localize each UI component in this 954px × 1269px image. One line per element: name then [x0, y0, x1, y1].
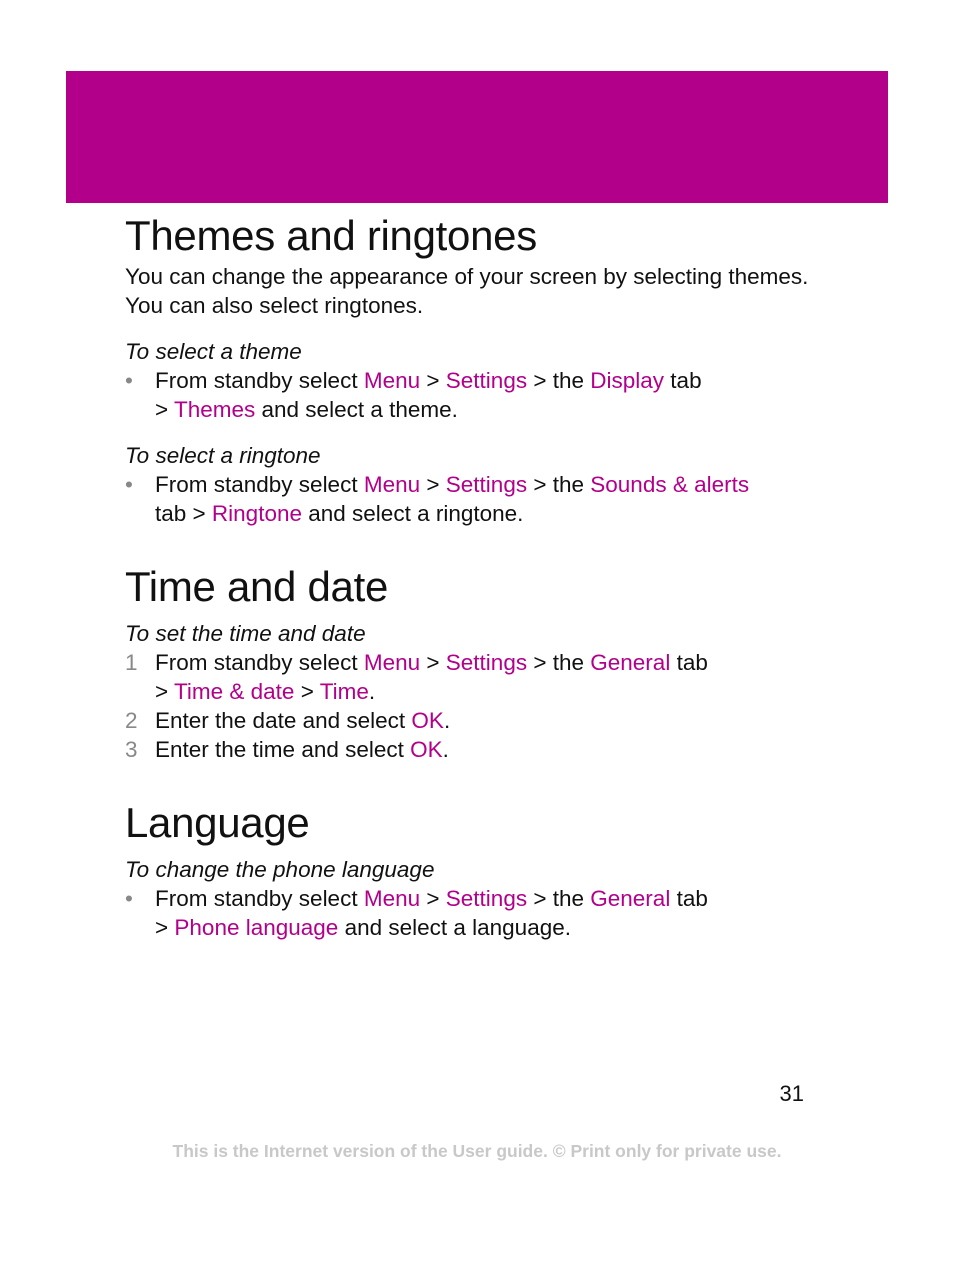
themes-term: Themes [173, 397, 256, 422]
time-date-term: Time & date [173, 679, 295, 704]
ok-term: OK [410, 737, 443, 762]
step-3: 3 Enter the time and select OK. [125, 737, 449, 762]
bullet-marker: • [125, 368, 133, 393]
time-term: Time [319, 679, 369, 704]
section-title-time-date: Time and date [125, 563, 389, 610]
step-1: 1 From standby select Menu > Settings > the General tab > Time & date > Time. [125, 650, 708, 704]
settings-term: Settings [445, 472, 528, 497]
header-banner [66, 71, 888, 203]
ringtone-term: Ringtone [211, 501, 302, 526]
phone-language-term: Phone language [174, 915, 339, 940]
menu-term: Menu [363, 472, 421, 497]
subheading-set-time-date: To set the time and date [125, 621, 366, 646]
bullet-marker: • [125, 886, 133, 911]
footer-notice: This is the Internet version of the User guide. © Print only for private use. [172, 1141, 782, 1161]
menu-term: Menu [363, 886, 421, 911]
step-number: 3 [125, 737, 138, 762]
settings-term: Settings [445, 886, 528, 911]
sounds-alerts-term: Sounds & alerts [590, 472, 750, 497]
settings-term: Settings [445, 650, 528, 675]
general-term: General [590, 650, 671, 675]
settings-term: Settings [445, 368, 528, 393]
menu-term: Menu [363, 368, 421, 393]
page-content [125, 210, 845, 942]
page-number: 31 [779, 1081, 804, 1106]
themes-intro: You can change the appearance of your screen by selecting themes. You can also select ringtones. [125, 264, 809, 318]
step-2: 2 Enter the date and select OK. [125, 708, 451, 733]
ok-term: OK [411, 708, 444, 733]
instruction-select-ringtone: • From standby select Menu > Settings > the Sounds & alerts tab > Ringtone and select a ringtone. [125, 472, 750, 526]
subheading-select-ringtone: To select a ringtone [125, 443, 321, 468]
section-title-language: Language [125, 799, 310, 846]
subheading-select-theme: To select a theme [125, 339, 302, 364]
general-term: General [590, 886, 671, 911]
step-number: 1 [125, 650, 138, 675]
step-number: 2 [125, 708, 138, 733]
menu-term: Menu [363, 650, 421, 675]
display-term: Display [590, 368, 665, 393]
instruction-change-language: • From standby select Menu > Settings > the General tab > Phone language and select a language. [125, 886, 708, 940]
section-title-themes: Themes and ringtones [125, 212, 537, 259]
instruction-select-theme: • From standby select Menu > Settings > the Display tab > Themes and select a theme. [125, 368, 702, 422]
bullet-marker: • [125, 472, 133, 497]
subheading-change-language: To change the phone language [125, 857, 435, 882]
